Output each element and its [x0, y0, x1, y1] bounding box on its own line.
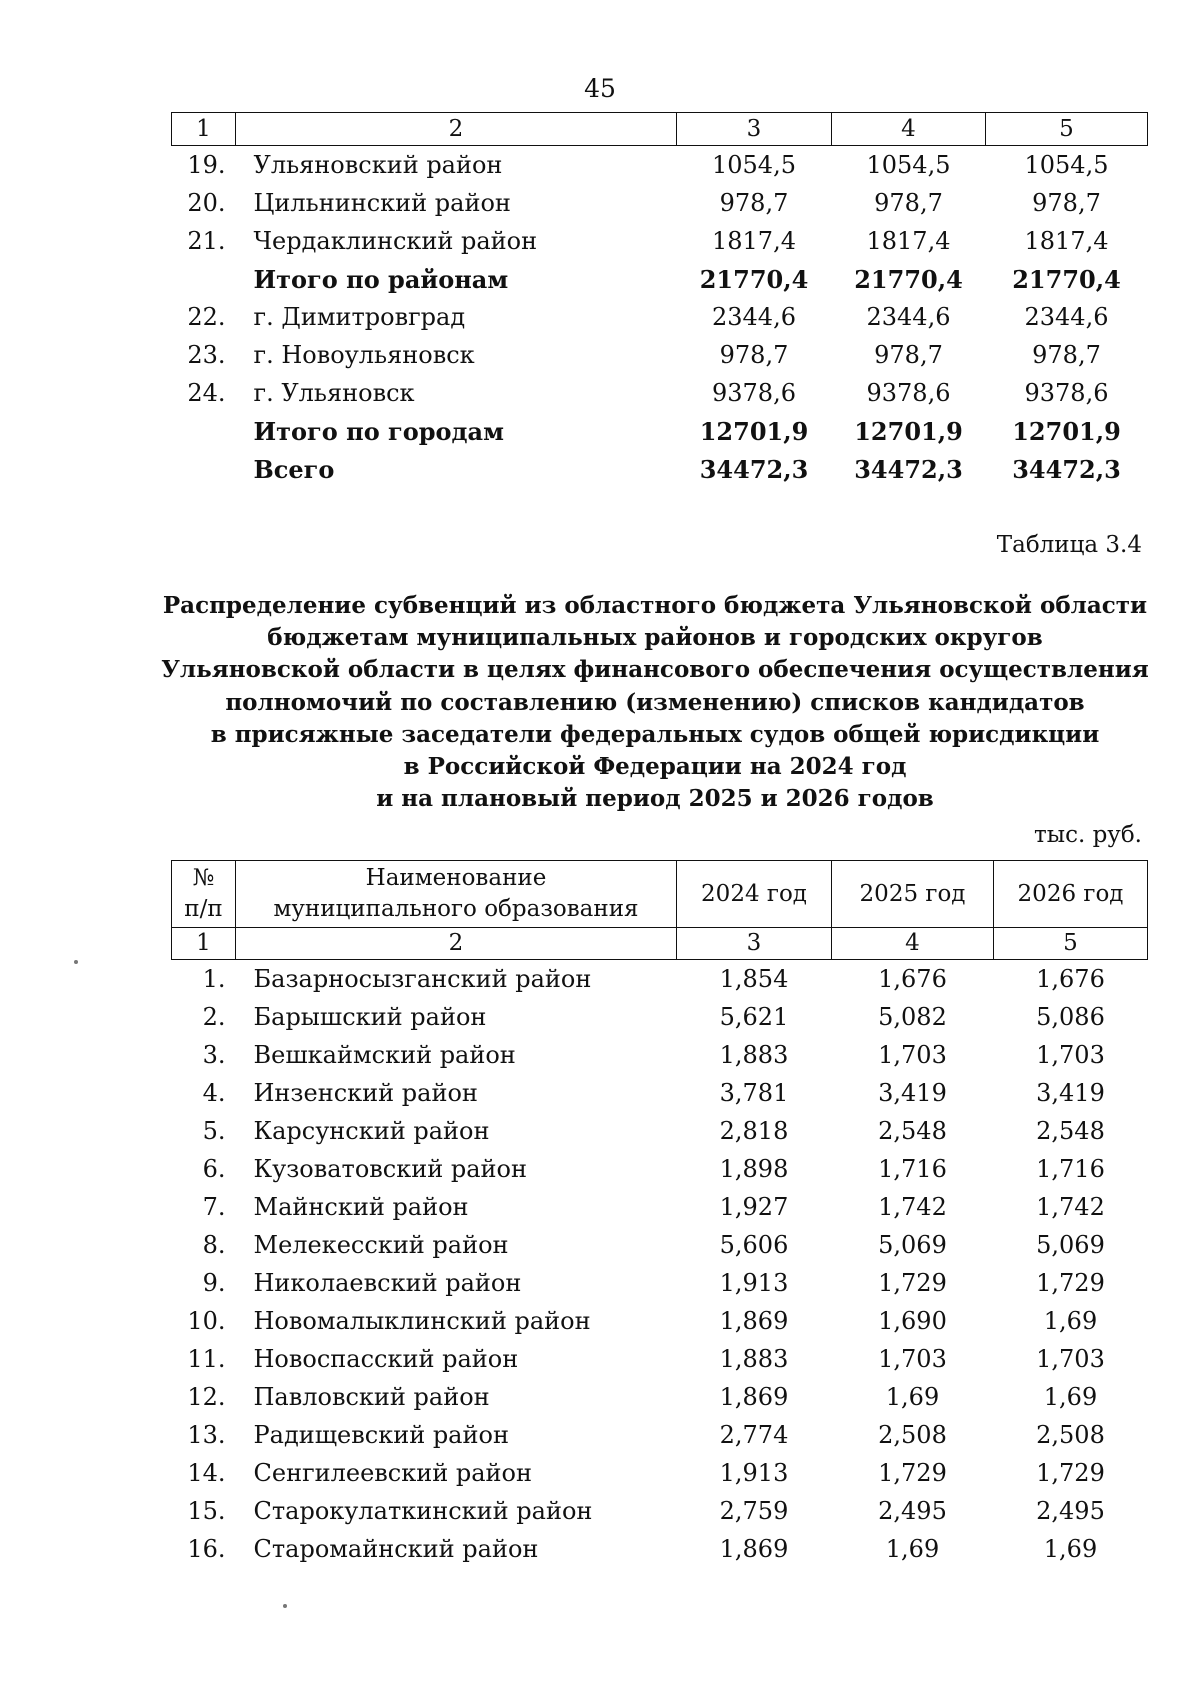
- row-name: Инзенский район: [253, 1079, 478, 1107]
- header-number-line2: п/п: [184, 896, 223, 922]
- row-number: 13.: [187, 1421, 226, 1449]
- title-line: Ульяновской области в целях финансового обеспечения осуществления: [161, 656, 1149, 684]
- header-name: [236, 861, 677, 928]
- table-row: [172, 1188, 1148, 1226]
- row-number: 23.: [187, 341, 226, 369]
- row-name: Итого по городам: [253, 416, 504, 446]
- row-value-2024: 1,869: [719, 1307, 789, 1335]
- row-number: [172, 450, 236, 488]
- row-value-2026: 1054,5: [1024, 151, 1109, 179]
- row-number: 24.: [187, 379, 226, 407]
- row-value-2026: 2,495: [1036, 1497, 1105, 1525]
- row-value-2024: 1,854: [719, 965, 789, 993]
- table-row: [172, 1226, 1148, 1264]
- row-value-2024: 21770,4: [699, 264, 809, 294]
- table-row: [172, 1302, 1148, 1340]
- title-line: и на плановый период 2025 и 2026 годов: [376, 785, 934, 813]
- row-value-2024: 9378,6: [712, 379, 796, 407]
- column-index: 3: [677, 928, 832, 960]
- row-value-2025: 2,495: [878, 1497, 947, 1525]
- row-name: Карсунский район: [253, 1117, 490, 1145]
- column-index-row: [172, 928, 1148, 960]
- table-row: [172, 1340, 1148, 1378]
- continuation-table: [171, 112, 1148, 488]
- row-value-2025: 978,7: [874, 341, 943, 369]
- row-value-2024: 1,883: [719, 1041, 789, 1069]
- row-number: 12.: [187, 1383, 226, 1411]
- row-value-2026: 978,7: [1032, 189, 1101, 217]
- column-index: 1: [172, 113, 236, 146]
- row-value-2024: 1,898: [719, 1155, 789, 1183]
- row-number: 21.: [187, 227, 226, 255]
- row-value-2025: 978,7: [874, 189, 943, 217]
- row-number: 19.: [187, 151, 226, 179]
- row-value-2025: 1,729: [878, 1269, 947, 1297]
- row-value-2024: 12701,9: [699, 416, 809, 446]
- table-row: [172, 1074, 1148, 1112]
- row-value-2026: 2,508: [1036, 1421, 1105, 1449]
- row-value-2025: 1817,4: [866, 227, 951, 255]
- row-value-2024: 2,759: [719, 1497, 789, 1525]
- table-row: [172, 1416, 1148, 1454]
- row-value-2025: 5,082: [878, 1003, 947, 1031]
- row-value-2026: 1,716: [1036, 1155, 1105, 1183]
- row-number: [172, 260, 236, 298]
- row-name: г. Новоульяновск: [253, 341, 475, 369]
- row-value-2026: 3,419: [1036, 1079, 1105, 1107]
- row-value-2025: 1,676: [878, 965, 947, 993]
- row-value-2024: 1817,4: [712, 227, 796, 255]
- row-value-2025: 1054,5: [866, 151, 951, 179]
- row-value-2024: 1054,5: [712, 151, 796, 179]
- row-value-2026: 1,742: [1036, 1193, 1105, 1221]
- row-name: Павловский район: [253, 1383, 490, 1411]
- header-2026: 2026 год: [994, 861, 1148, 928]
- column-index: 1: [172, 928, 236, 960]
- row-value-2025: 1,716: [878, 1155, 947, 1183]
- title-line: Распределение субвенций из областного бюджета Ульяновской области: [162, 592, 1148, 619]
- row-number: 2.: [202, 1003, 226, 1031]
- row-name: Чердаклинский район: [253, 227, 538, 255]
- row-value-2025: 1,69: [885, 1383, 940, 1411]
- table-row: [172, 1530, 1148, 1568]
- row-name: Николаевский район: [253, 1269, 522, 1297]
- row-value-2026: 978,7: [1032, 341, 1101, 369]
- row-value-2025: 1,703: [878, 1345, 947, 1373]
- row-number: 16.: [187, 1535, 226, 1563]
- row-value-2025: 12701,9: [854, 416, 963, 446]
- row-value-2024: 2344,6: [712, 303, 796, 331]
- row-value-2024: 5,606: [719, 1231, 789, 1259]
- row-value-2024: 978,7: [719, 189, 789, 217]
- scan-speck: [283, 1604, 287, 1608]
- row-value-2024: 3,781: [719, 1079, 789, 1107]
- row-value-2026: 1,729: [1036, 1459, 1105, 1487]
- row-value-2024: 1,883: [719, 1345, 789, 1373]
- title-line: бюджетам муниципальных районов и городских округов: [267, 624, 1043, 652]
- row-name: Итого по районам: [253, 264, 509, 294]
- title-line: в присяжные заседатели федеральных судов общей юрисдикции: [210, 720, 1100, 748]
- table-row: [172, 374, 1148, 412]
- header-2024: 2024 год: [677, 861, 832, 928]
- row-number: 7.: [202, 1193, 226, 1221]
- column-index: 2: [236, 113, 677, 146]
- row-value-2025: 1,742: [878, 1193, 947, 1221]
- header-2025: 2025 год: [832, 861, 994, 928]
- row-value-2026: 1,676: [1036, 965, 1105, 993]
- row-value-2026: 34472,3: [1012, 454, 1121, 484]
- row-value-2025: 1,69: [885, 1535, 940, 1563]
- table-row: [172, 298, 1148, 336]
- row-number: 9.: [202, 1269, 226, 1297]
- row-value-2024: 978,7: [719, 341, 789, 369]
- header-name-line1: Наименование: [365, 865, 547, 891]
- row-name: Мелекесский район: [253, 1231, 509, 1259]
- row-name: Кузоватовский район: [253, 1155, 527, 1183]
- row-value-2025: 2344,6: [866, 303, 951, 331]
- table-row: [172, 1036, 1148, 1074]
- table-row: [172, 1264, 1148, 1302]
- row-value-2025: 2,548: [878, 1117, 947, 1145]
- column-index: 3: [677, 113, 832, 146]
- row-name: Всего: [253, 454, 335, 484]
- row-value-2026: 12701,9: [1012, 416, 1121, 446]
- row-name: Барышский район: [253, 1003, 487, 1031]
- row-value-2026: 1817,4: [1024, 227, 1109, 255]
- row-name: г. Димитровград: [253, 303, 466, 331]
- row-value-2026: 1,729: [1036, 1269, 1105, 1297]
- row-number: 15.: [187, 1497, 226, 1525]
- row-value-2025: 1,690: [878, 1307, 947, 1335]
- header-name-line2: муниципального образования: [273, 896, 639, 922]
- title-line: полномочий по составлению (изменению) списков кандидатов: [225, 688, 1085, 716]
- row-value-2026: 1,703: [1036, 1041, 1105, 1069]
- row-number: 1.: [202, 965, 226, 993]
- scan-speck: [74, 960, 78, 964]
- header-number: [172, 861, 236, 928]
- row-value-2024: 1,869: [719, 1535, 789, 1563]
- column-index: 5: [994, 928, 1148, 960]
- row-value-2025: 5,069: [878, 1231, 947, 1259]
- row-name: Старокулаткинский район: [253, 1497, 593, 1525]
- table-row: [172, 1112, 1148, 1150]
- row-value-2024: 1,869: [719, 1383, 789, 1411]
- row-number: 10.: [187, 1307, 226, 1335]
- row-value-2025: 3,419: [878, 1079, 947, 1107]
- row-value-2025: 2,508: [878, 1421, 947, 1449]
- row-name: г. Ульяновск: [253, 379, 415, 407]
- title-line: в Российской Федерации на 2024 год: [403, 753, 907, 781]
- row-number: 14.: [187, 1459, 226, 1487]
- subventions-table: [171, 860, 1148, 1568]
- row-value-2026: 1,69: [1043, 1535, 1098, 1563]
- row-value-2024: 5,621: [719, 1003, 789, 1031]
- row-value-2025: 1,729: [878, 1459, 947, 1487]
- row-name: Майнский район: [253, 1193, 469, 1221]
- table-row: [172, 412, 1148, 450]
- row-value-2026: 2344,6: [1024, 303, 1109, 331]
- row-value-2026: 21770,4: [1012, 264, 1121, 294]
- row-value-2024: 2,774: [719, 1421, 789, 1449]
- row-value-2024: 1,927: [719, 1193, 789, 1221]
- table-title: [150, 590, 1160, 815]
- row-value-2026: 1,703: [1036, 1345, 1105, 1373]
- table-header-row: [172, 861, 1148, 928]
- row-number: 22.: [187, 303, 226, 331]
- row-value-2026: 9378,6: [1024, 379, 1109, 407]
- row-name: Радищевский район: [253, 1421, 509, 1449]
- column-index-row: [172, 113, 1148, 146]
- row-name: Ульяновский район: [253, 151, 503, 179]
- table-row: [172, 1454, 1148, 1492]
- row-value-2024: 2,818: [719, 1117, 789, 1145]
- row-number: 6.: [202, 1155, 226, 1183]
- table-row: [172, 960, 1148, 999]
- table-row: [172, 184, 1148, 222]
- row-value-2026: 1,69: [1043, 1383, 1098, 1411]
- header-number-line1: №: [192, 865, 215, 891]
- row-number: 8.: [202, 1231, 226, 1259]
- row-value-2024: 1,913: [719, 1459, 789, 1487]
- row-name: Сенгилеевский район: [253, 1459, 532, 1487]
- row-value-2025: 1,703: [878, 1041, 947, 1069]
- row-number: 3.: [202, 1041, 226, 1069]
- table-row: [172, 998, 1148, 1036]
- column-index: 2: [236, 928, 677, 960]
- row-name: Старомайнский район: [253, 1535, 539, 1563]
- row-number: 5.: [202, 1117, 226, 1145]
- row-number: 11.: [187, 1345, 226, 1373]
- row-name: Базарносызганский район: [253, 965, 592, 993]
- row-number: 4.: [202, 1079, 226, 1107]
- row-value-2026: 1,69: [1043, 1307, 1098, 1335]
- row-name: Новоспасский район: [253, 1345, 519, 1373]
- row-value-2026: 5,069: [1036, 1231, 1105, 1259]
- table-row: [172, 450, 1148, 488]
- row-value-2026: 5,086: [1036, 1003, 1105, 1031]
- column-index: 5: [986, 113, 1148, 146]
- row-value-2026: 2,548: [1036, 1117, 1105, 1145]
- page-number: 45: [584, 74, 616, 103]
- table-row: [172, 1378, 1148, 1416]
- row-value-2025: 9378,6: [866, 379, 951, 407]
- column-index: 4: [832, 928, 994, 960]
- table-row: [172, 1150, 1148, 1188]
- row-value-2024: 34472,3: [699, 454, 809, 484]
- table-row: [172, 146, 1148, 185]
- row-value-2024: 1,913: [719, 1269, 789, 1297]
- row-number: 20.: [187, 189, 226, 217]
- table-row: [172, 260, 1148, 298]
- table-row: [172, 336, 1148, 374]
- row-value-2025: 21770,4: [854, 264, 963, 294]
- units-label: тыс. руб.: [1034, 822, 1142, 848]
- row-number: [172, 412, 236, 450]
- row-name: Новомалыклинский район: [253, 1307, 591, 1335]
- table-caption: Таблица 3.4: [996, 532, 1142, 558]
- table-row: [172, 222, 1148, 260]
- table-row: [172, 1492, 1148, 1530]
- row-name: Цильнинский район: [253, 189, 511, 217]
- column-index: 4: [832, 113, 986, 146]
- row-value-2025: 34472,3: [854, 454, 963, 484]
- row-name: Вешкаймский район: [253, 1041, 516, 1069]
